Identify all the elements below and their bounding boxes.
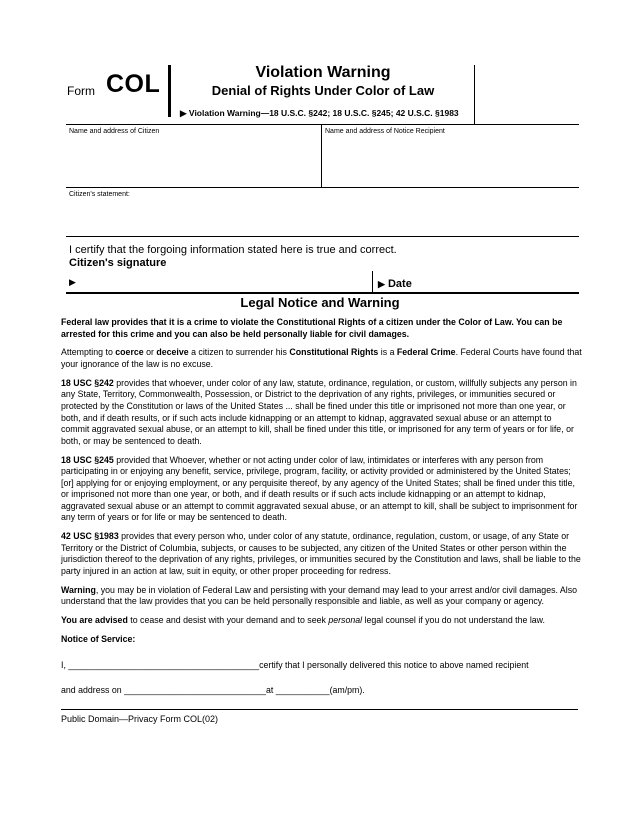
divider [66, 187, 579, 188]
footer-divider [61, 709, 578, 710]
divider [66, 124, 579, 125]
certify-text: I certify that the forgoing information stated here is true and correct. [69, 244, 397, 256]
page-subtitle: Denial of Rights Under Color of Law [211, 83, 435, 98]
citation-text: Violation Warning—18 U.S.C. §242; 18 U.S.C. §245; 42 U.S.C. §1983 [188, 108, 459, 118]
usc245-paragraph: 18 USC §245 provided that Whoever, whether or not acting under color of law, intimidates or interferes with any person from participating in or enjoying any benefit, service, privilege, program, facility, or activity provided or administered by the United States; [or] applying for or enjoying employment, or any perquisite thereof, by any agency of the United States; shall be fined under this title, or imprisoned not more than one year, or both, and if death results or if such acts include kidnapping or an attempt to kidnap, aggravated sexual abuse or an attempt to commit aggravated sexual abuse, or an attempt to kill, shall be subject to imprisonment for any term of years or for life or may be sentenced to death. [61, 454, 578, 523]
date-divider [372, 271, 373, 293]
usc1983-paragraph: 42 USC §1983 provides that every person who, under color of any statute, ordinance, regulation, custom, or usage, of any State or Territory or the District of Columbia, subjects, or causes to be subjected, any citizen of the United States or other person within the jurisdiction thereof to the deprivation of any rights, privileges, or immunities secured by the Constitution and laws, shall be liable to the party injured in an action at law, suit in equity, or other proper proceeding for redress. [61, 531, 581, 577]
citizen-name-label: Name and address of Citizen [69, 128, 160, 135]
form-label: Form [67, 84, 95, 98]
warning-paragraph: Warning, you may be in violation of Federal Law and persisting with your demand may lead to your arrest and/or civil damages. Also understand that the law provides that you can be held personally responsible and liable, as well as your company or agency. [61, 584, 578, 607]
advised-paragraph: You are advised to cease and desist with your demand and to seek personal legal counsel if you do not understand the law. [61, 615, 545, 626]
field-divider [321, 125, 322, 187]
intro-paragraph: Federal law provides that it is a crime to violate the Constitutional Rights of a citizen under the Color of Law. You can be arrested for this crime and you can also be held personally liable for civil damages. [61, 317, 563, 339]
service-line-1: I, _______________________________________certify that I personally delivered this notice to above named recipient [61, 659, 529, 670]
legal-body [61, 317, 582, 704]
citation [180, 108, 459, 119]
form-code: COL [106, 70, 161, 98]
footer-text: Public Domain—Privacy Form COL(02) [61, 714, 219, 724]
service-heading: Notice of Service: [61, 633, 136, 644]
statement-label: Citizen's statement: [69, 191, 130, 198]
service-line-2: and address on _____________________________at ___________(am/pm). [61, 685, 365, 696]
recipient-name-label: Name and address of Notice Recipient [325, 128, 445, 135]
signature-label: Citizen's signature [69, 257, 167, 269]
divider [66, 236, 579, 237]
arrow-right-icon: ▶ [378, 279, 385, 289]
usc242-paragraph: 18 USC §242 provides that whoever, under color of any law, statute, ordinance, regulation, or custom, willfully subjects any person in any State, Territory, Commonwealth, Possession, or District to the deprivation of any rights, privileges, or immunities secured or protected by the Constitution or laws of the United States ... shall be fined under this title or imprisoned not more than one year, or both, and if death results, or if such acts include kidnapping or an attempt to kidnap, aggravated sexual abuse or an attempt to commit aggravated sexual abuse, or an attempt to kill, shall be fined under this title, or imprisoned for any term of years or for life, or both, or may be sentenced to death. [61, 377, 577, 446]
divider [66, 292, 579, 294]
date-text: Date [387, 278, 412, 290]
page-title: Violation Warning [255, 64, 391, 81]
date-label [378, 278, 412, 290]
arrow-right-icon: ▶ [69, 277, 76, 287]
arrow-right-icon: ▶ [180, 108, 187, 118]
header-right-divider [474, 65, 475, 125]
coerce-paragraph: Attempting to coerce or deceive a citizen to surrender his Constitutional Rights is a Federal Crime. Federal Courts have found that your ignorance of the law is no excuse. [61, 347, 582, 369]
legal-title: Legal Notice and Warning [240, 295, 400, 310]
